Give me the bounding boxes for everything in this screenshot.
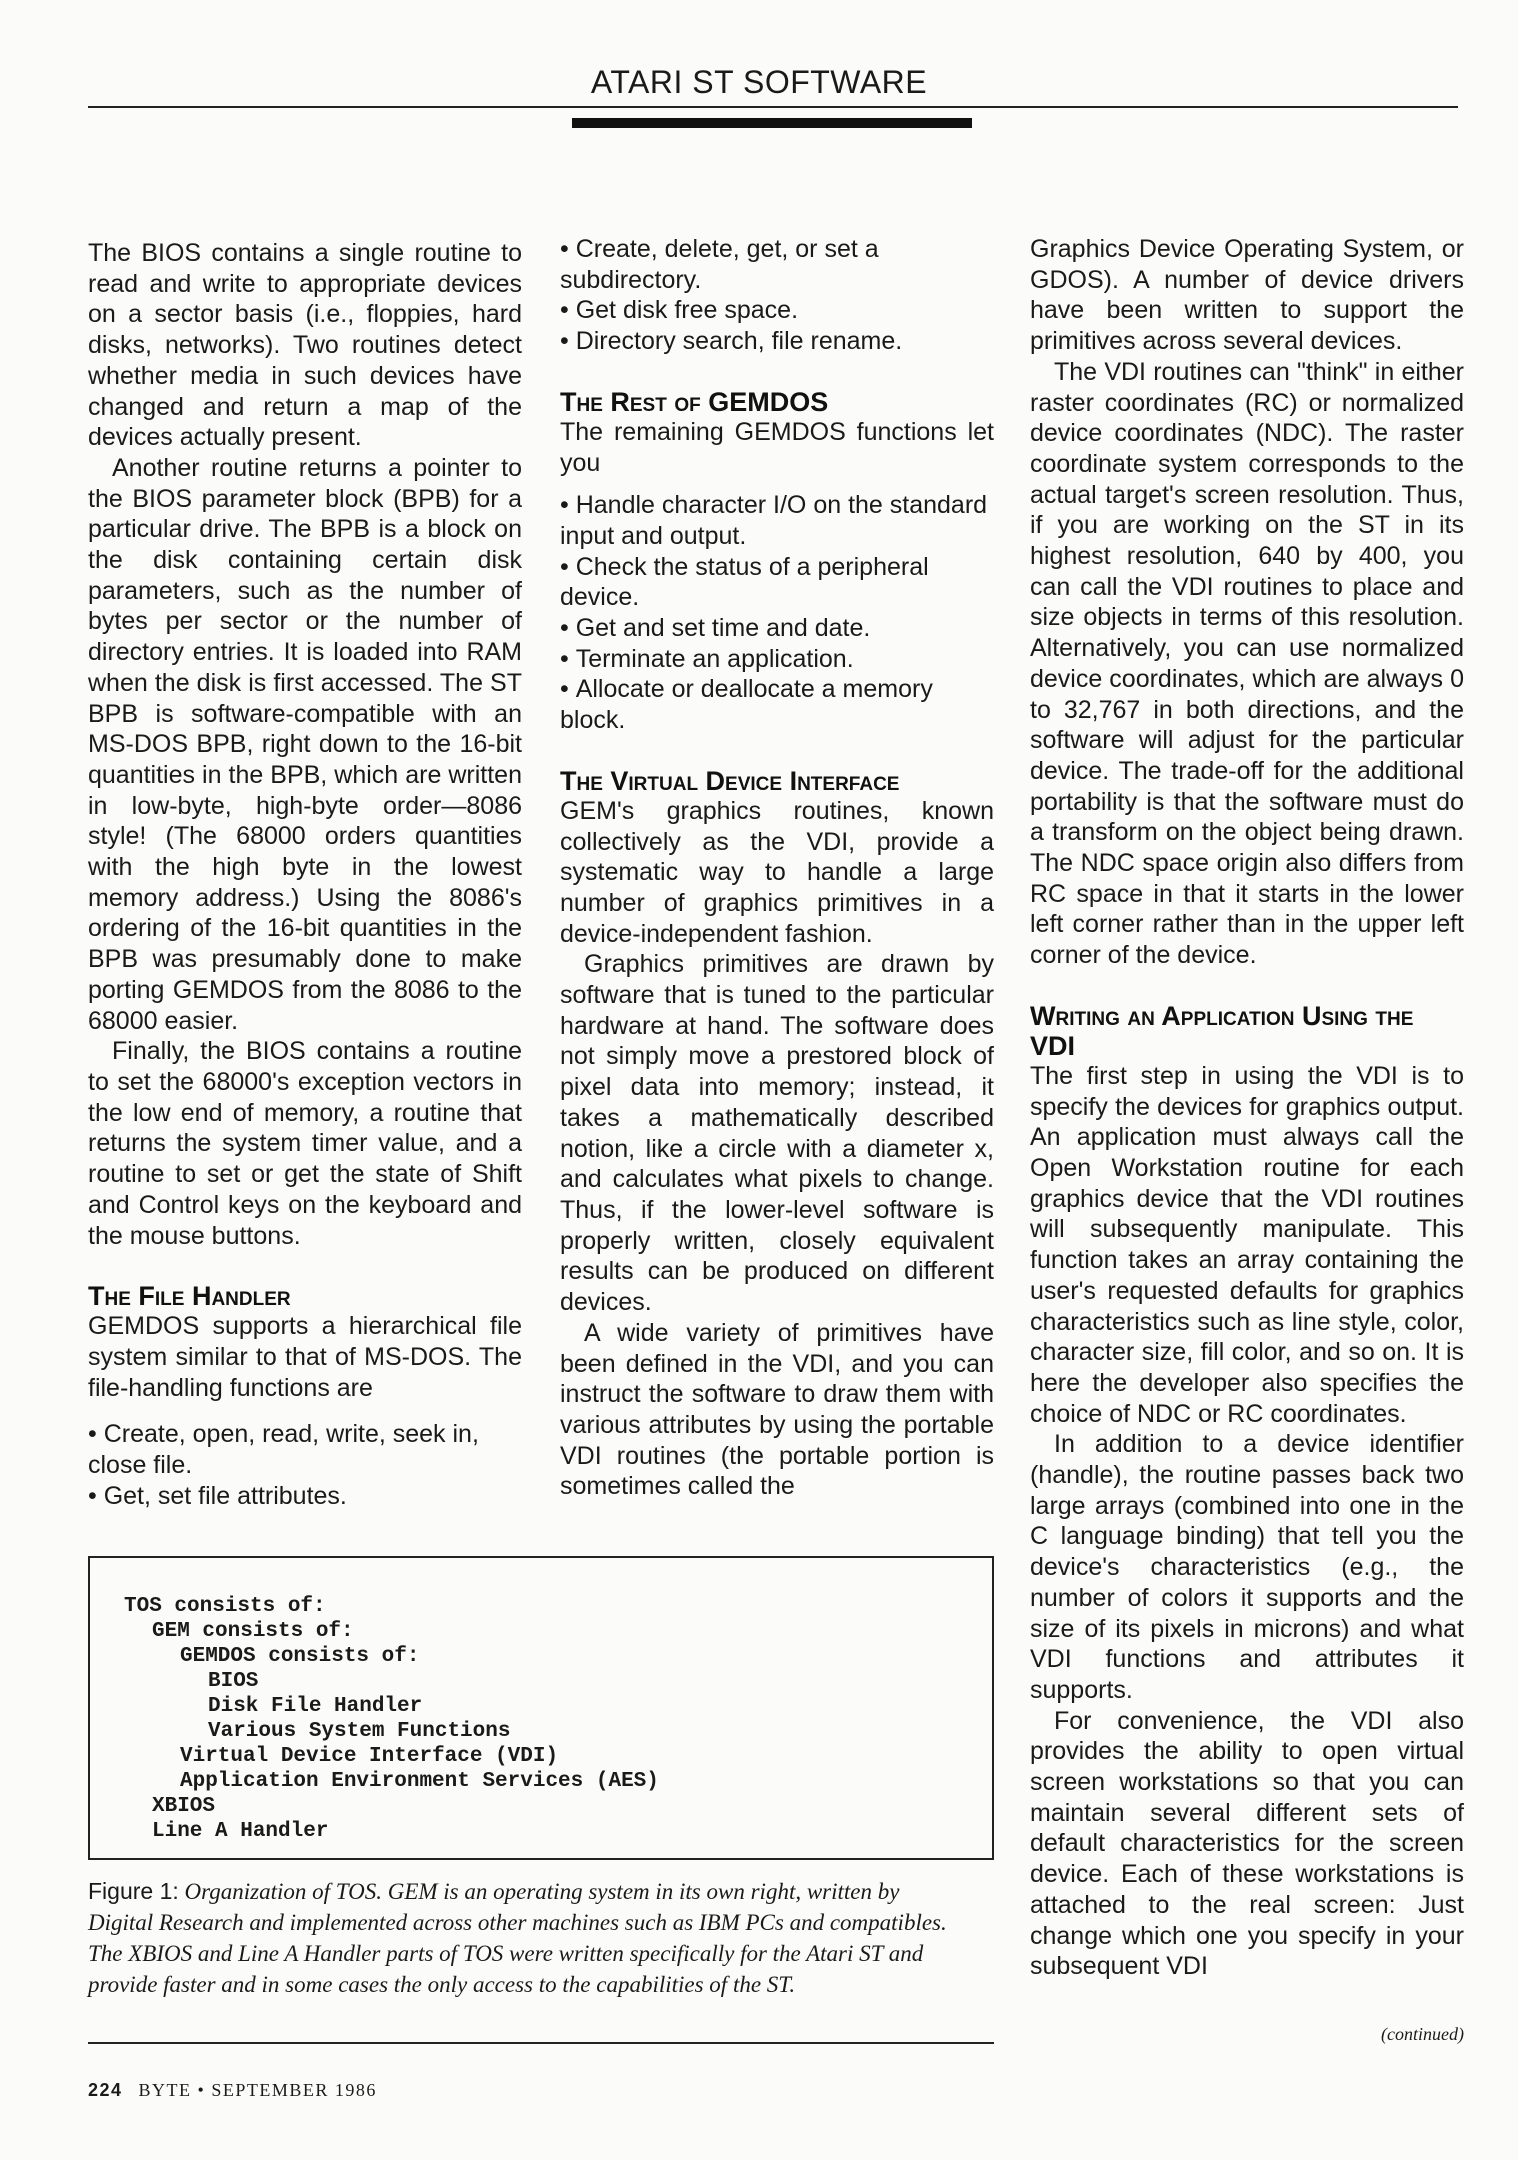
paragraph: Another routine returns a pointer to the BIOS parameter block (BPB) for a particular drive. The BPB is a block on the disk containing certain disk parameters, such as the number of bytes per sector or the number of directory entries. It is loaded into RAM when the disk is first accessed. The ST BPB is software-compatible with an MS-DOS BPB, right down to the 16-bit quantities in the BPB, which are written in low-byte, high-byte order—8086 style! (The 68000 orders quantities with the high byte in the lowest memory address.) Using the 8086's ordering of the 16-bit quantities in the BPB was presumably done to make porting GEMDOS from the 8086 to the 68000 easier. xyxy=(88,453,522,1035)
magazine-issue: BYTE • SEPTEMBER 1986 xyxy=(138,2080,377,2100)
paragraph: Graphics Device Operating System, or GDOS). A number of device drivers have been written to support the primitives across several devices. xyxy=(1030,235,1464,356)
section-heading-file-handler: The File Handler xyxy=(88,1281,291,1312)
list-item: • Terminate an application. xyxy=(560,644,994,675)
list-item: • Allocate or deallocate a memory block. xyxy=(560,674,994,735)
column-1 xyxy=(88,238,522,1511)
bullet-list xyxy=(560,234,994,357)
code-line: Various System Functions xyxy=(208,1720,511,1743)
list-item: • Check the status of a peripheral device. xyxy=(560,552,994,613)
paragraph: A wide variety of primitives have been defined in the VDI, and you can instruct the software to draw them with various attributes by using the portable VDI routines (the portable portion is sometimes called the xyxy=(560,1318,994,1501)
code-line: GEMDOS consists of: xyxy=(180,1645,420,1668)
paragraph: The VDI routines can "think" in either raster coordinates (RC) or normalized device coordinates (NDC). The raster coordinate system corresponds to the actual target's screen resolution. Thus, if you are working on the ST in its highest resolution, 640 by 400, you can call the VDI routines to place and size objects in terms of this resolution. Alternatively, you can use normalized device coordinates, which are always 0 to 32,767 in both directions, and the software will adjust for the particular device. The trade-off for the additional portability is that the software must do a transform on the object being drawn. The NDC space origin also differs from RC space in that it starts in the lower left corner rather than in the upper left corner of the device. xyxy=(1030,357,1464,970)
section-heading-writing-application: Writing an Application Using the VDI xyxy=(1030,1000,1414,1061)
column-2 xyxy=(560,234,994,1502)
list-item: • Create, open, read, write, seek in, close file. xyxy=(88,1419,522,1480)
header-bar xyxy=(572,118,972,128)
list-item: • Handle character I/O on the standard input and output. xyxy=(560,490,994,551)
column-3 xyxy=(1030,234,1464,1982)
code-line: Virtual Device Interface (VDI) xyxy=(180,1745,559,1768)
figure-caption-text: Organization of TOS. GEM is an operating system in its own right, written by Digital Research and implemented across other machines such as IBM PCs and compatibles. The XBIOS and Line A Handler parts of TOS were written specifically for the Atari ST and provide faster and in some cases the only access to the capabilities of the ST. xyxy=(88,1879,947,1997)
page-footer xyxy=(88,2080,377,2101)
section-heading-rest-of-gemdos: The Rest of GEMDOS xyxy=(560,386,829,417)
paragraph: The remaining GEMDOS functions let you xyxy=(560,417,994,477)
paragraph: The BIOS contains a single routine to read and write to appropriate devices on a sector basis (i.e., floppies, hard disks, networks). Two routines detect whether media in such devices have changed and return a map of the devices actually present. xyxy=(88,239,522,452)
section-heading-vdi: The Virtual Device Interface xyxy=(560,765,900,796)
list-item: • Directory search, file rename. xyxy=(560,326,994,357)
bullet-list xyxy=(560,490,994,736)
code-line: BIOS xyxy=(208,1670,259,1693)
paragraph: GEMDOS supports a hierarchical file system similar to that of MS-DOS. The file-handling functions are xyxy=(88,1312,522,1402)
code-line: TOS consists of: xyxy=(124,1595,326,1618)
code-line: XBIOS xyxy=(152,1795,216,1818)
list-item: • Get and set time and date. xyxy=(560,613,994,644)
code-line: Line A Handler xyxy=(152,1820,329,1843)
paragraph: Finally, the BIOS contains a routine to set the 68000's exception vectors in the low end of memory, a routine that returns the system timer value, and a routine to set or get the state of Shift and Control keys on the keyboard and the mouse buttons. xyxy=(88,1037,522,1250)
figure-code-box xyxy=(88,1556,994,1860)
paragraph: The first step in using the VDI is to specify the devices for graphics output. An application must always call the Open Workstation routine for each graphics device that the VDI routines will subsequently manipulate. This function takes an array containing the user's requested defaults for graphics characteristics such as line style, color, character size, fill color, and so on. It is here the developer also specifies the choice of NDC or RC coordinates. xyxy=(1030,1061,1464,1428)
list-item: • Create, delete, get, or set a subdirectory. xyxy=(560,234,994,295)
paragraph: For convenience, the VDI also provides the ability to open virtual screen workstations so that you can maintain several different sets of default characteristics for the screen device. Each of these workstations is attached to the real screen: Just change which one you specify in your subsequent VDI xyxy=(1030,1706,1464,1981)
page-number: 224 xyxy=(88,2080,123,2100)
running-header: ATARI ST SOFTWARE xyxy=(590,64,928,100)
caption-rule xyxy=(88,2042,994,2044)
bullet-list xyxy=(88,1419,522,1511)
list-item: • Get, set file attributes. xyxy=(88,1481,522,1512)
code-line: GEM consists of: xyxy=(152,1620,354,1643)
paragraph: Graphics primitives are drawn by software that is tuned to the particular hardware at hand. The software does not simply move a prestored block of pixel data into memory; instead, it takes a mathematically described notion, like a circle with a diameter x, and calculates what pixels to change. Thus, if the lower-level software is properly written, closely equivalent results can be produced on different devices. xyxy=(560,950,994,1317)
list-item: • Get disk free space. xyxy=(560,295,994,326)
code-line: Disk File Handler xyxy=(208,1695,423,1718)
figure-caption xyxy=(88,1876,968,2000)
code-line: Application Environment Services (AES) xyxy=(180,1770,659,1793)
continued-note: (continued) xyxy=(1381,2024,1464,2044)
figure-label: Figure 1: xyxy=(88,1878,179,1904)
header-rule xyxy=(88,106,1458,108)
paragraph: In addition to a device identifier (handle), the routine passes back two large arrays (combined into one in the C language binding) that tell you the device's characteristics (e.g., the number of colors it supports and the size of its pixels in microns) and what VDI functions and attributes it supports. xyxy=(1030,1430,1464,1704)
paragraph: GEM's graphics routines, known collectively as the VDI, provide a systematic way to handle a large number of graphics primitives in a device-independent fashion. xyxy=(560,796,994,948)
